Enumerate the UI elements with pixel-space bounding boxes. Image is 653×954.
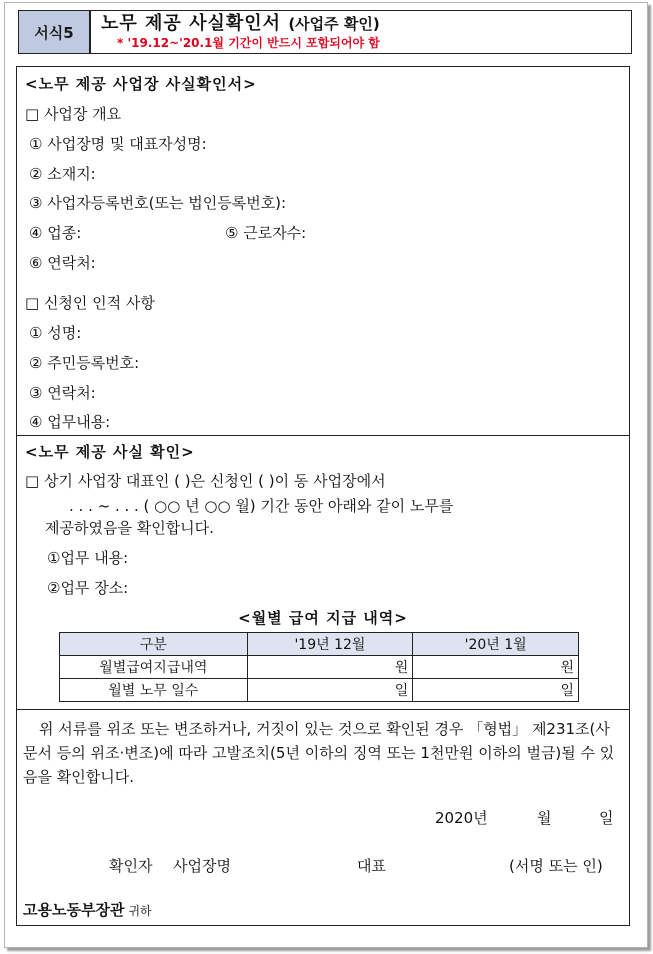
- table-cell: 일: [413, 679, 579, 702]
- legal-warning-paragraph: 위 서류를 위조 또는 변조하거나, 거짓이 있는 것으로 확인된 경우 「형법」 제231조(사문서 등의 위조·변조)에 따라 고발조치(5년 이하의 징역 또는 1천만원 이하의 벌금)될 수 있음을 확인합니다.: [23, 720, 615, 786]
- date-year: 2020년: [435, 809, 488, 827]
- form-number-badge: [18, 10, 90, 54]
- form-body: [16, 66, 630, 926]
- registration-number-field: ③ 사업자등록번호(또는 법인등록번호):: [29, 194, 287, 212]
- signature-label: (서명 또는 인): [509, 857, 603, 875]
- section-divider: [17, 435, 629, 436]
- form-number-label: 서식5: [34, 23, 74, 42]
- pay-table-title: <월별 급여 지급 내역>: [238, 609, 408, 627]
- applicant-name-field: ① 성명:: [29, 324, 82, 342]
- business-contact-field: ⑥ 연락처:: [29, 254, 96, 272]
- document-title: 노무 제공 사실확인서 (사업주 확인): [101, 13, 380, 34]
- table-header-row: [60, 633, 579, 656]
- applicant-duty-field: ④ 업무내용:: [29, 413, 111, 431]
- row-label: 월별급여지급내역: [60, 656, 248, 679]
- recipient-suffix: 귀하: [128, 904, 152, 918]
- representative-label: 대표: [357, 857, 386, 875]
- table-cell: 일: [247, 679, 413, 702]
- applicant-contact-field: ③ 연락처:: [29, 384, 96, 402]
- applicant-id-field: ② 주민등록번호:: [29, 354, 140, 372]
- date-day: 일: [599, 809, 614, 827]
- statement-line-2: . . . ~ . . . ( ○○ 년 ○○ 월) 기간 동안 아래와 같이 노무를: [69, 497, 454, 515]
- column-header: '19년 12월: [247, 633, 413, 656]
- work-content-field: ①업무 내용:: [47, 549, 129, 567]
- recipient-name: 고용노동부장관: [23, 901, 125, 919]
- section-divider: [17, 709, 629, 710]
- section2-heading: <노무 제공 사실 확인>: [25, 443, 195, 461]
- confirmer-label: 확인자: [109, 857, 153, 875]
- date-month: 월: [537, 809, 552, 827]
- business-name-label: 사업장명: [173, 857, 231, 875]
- business-overview-header: □ 사업장 개요: [25, 105, 122, 123]
- column-header: 구분: [60, 633, 248, 656]
- statement-line-1: □ 상기 사업장 대표인 ( )은 신청인 ( )이 동 사업장에서: [25, 472, 386, 490]
- column-header: '20년 1월: [413, 633, 579, 656]
- period-note: * '19.12~'20.1월 기간이 반드시 포함되어야 함: [117, 36, 380, 50]
- applicant-info-header: □ 신청인 인적 사항: [25, 294, 155, 312]
- row-label: 월별 노무 일수: [60, 679, 248, 702]
- title-box: [90, 10, 632, 54]
- section1-heading: <노무 제공 사업장 사실확인서>: [25, 75, 257, 93]
- work-location-field: ②업무 장소:: [47, 579, 129, 597]
- industry-field: ④ 업종:: [29, 224, 82, 242]
- table-cell: 원: [247, 656, 413, 679]
- employee-count-field: ⑤ 근로자수:: [225, 224, 307, 242]
- statement-line-3: 제공하였음을 확인합니다.: [45, 519, 214, 537]
- document-subtitle: (사업주 확인): [288, 15, 380, 33]
- monthly-pay-table: [59, 632, 579, 702]
- table-row: [60, 656, 579, 679]
- recipient: [23, 899, 152, 920]
- table-cell: 원: [413, 656, 579, 679]
- business-name-field: ① 사업장명 및 대표자성명:: [29, 135, 207, 153]
- table-row: [60, 679, 579, 702]
- address-field: ② 소재지:: [29, 165, 96, 183]
